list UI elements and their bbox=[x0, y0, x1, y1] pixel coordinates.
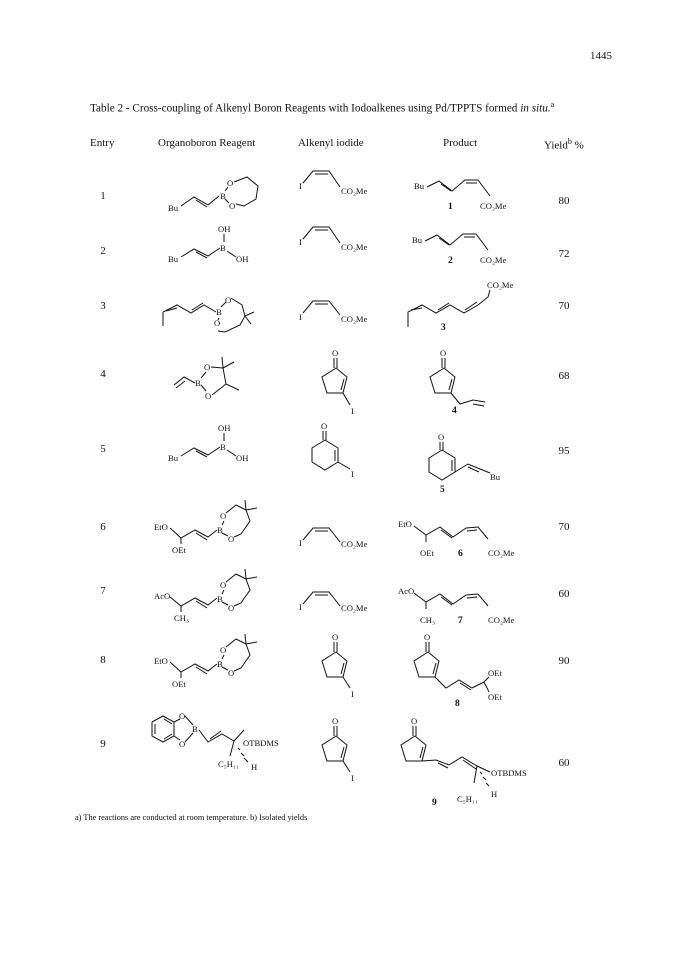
reagent-structure-4 bbox=[174, 357, 239, 401]
entry-number: 3 bbox=[100, 300, 106, 312]
iodide-structure-4 bbox=[322, 348, 354, 416]
yield-value: 70 bbox=[558, 300, 570, 312]
entry-number: 7 bbox=[100, 585, 106, 597]
header-organoboron-reagent: Organoboron Reagent bbox=[158, 137, 256, 149]
entry-number: 9 bbox=[100, 738, 106, 750]
atom-label: CO₂Me bbox=[488, 548, 515, 558]
atom-label: O bbox=[204, 362, 211, 372]
atom-label: B bbox=[220, 442, 226, 452]
page-number: 1445 bbox=[590, 50, 612, 62]
compound-number: 2 bbox=[448, 256, 453, 266]
atom-label: CO₂Me bbox=[341, 314, 368, 324]
atom-label: O bbox=[321, 421, 328, 431]
atom-label: Bu bbox=[414, 181, 425, 191]
atom-label: C₅H₁₁ bbox=[218, 759, 239, 769]
atom-label: H bbox=[251, 762, 258, 772]
header-entry: Entry bbox=[90, 137, 115, 149]
atom-label: EtO bbox=[154, 522, 168, 532]
atom-label: O bbox=[225, 295, 232, 305]
atom-label: O bbox=[220, 580, 227, 590]
product-structure-7 bbox=[398, 586, 515, 626]
caption-footnote-mark: a bbox=[550, 100, 555, 109]
compound-number: 4 bbox=[452, 406, 457, 416]
yield-value: 90 bbox=[558, 655, 570, 667]
atom-label: OH bbox=[218, 423, 231, 433]
entry-number: 4 bbox=[100, 368, 106, 380]
atom-label: OH bbox=[236, 254, 249, 264]
compound-number: 1 bbox=[448, 202, 453, 212]
atom-label: I bbox=[299, 538, 302, 548]
atom-label: O bbox=[220, 511, 227, 521]
atom-label: O bbox=[227, 178, 234, 188]
atom-label: I bbox=[351, 406, 354, 416]
atom-label: CO₂Me bbox=[341, 242, 368, 252]
compound-number: 6 bbox=[458, 549, 463, 559]
atom-label: CH₃ bbox=[174, 613, 189, 623]
atom-label: O bbox=[205, 391, 212, 401]
iodide-structure-9 bbox=[322, 716, 354, 783]
product-structure-4 bbox=[430, 348, 485, 416]
yield-value: 72 bbox=[558, 248, 570, 260]
atom-label: OEt bbox=[488, 692, 502, 702]
header-alkenyl-iodide: Alkenyl iodide bbox=[298, 137, 364, 149]
product-structure-6 bbox=[398, 519, 515, 559]
iodide-structure-8 bbox=[322, 632, 354, 699]
atom-label: O bbox=[438, 432, 445, 442]
yield-value: 70 bbox=[558, 521, 570, 533]
atom-label: I bbox=[299, 181, 302, 191]
atom-label: Bu bbox=[412, 235, 423, 245]
atom-label: I bbox=[351, 689, 354, 699]
compound-number: 5 bbox=[440, 485, 445, 495]
atom-label: O bbox=[332, 716, 339, 726]
iodide-structure-2 bbox=[299, 227, 368, 252]
compound-number: 3 bbox=[441, 323, 446, 333]
atom-label: B bbox=[217, 594, 223, 604]
atom-label: OH bbox=[236, 453, 249, 463]
reagent-structure-2 bbox=[168, 224, 248, 264]
atom-label: O bbox=[228, 668, 235, 678]
compound-number: 9 bbox=[432, 798, 437, 808]
atom-label: C₅H₁₁ bbox=[457, 794, 478, 804]
atom-label: O bbox=[179, 711, 186, 721]
yield-value: 60 bbox=[558, 588, 570, 600]
atom-label: O bbox=[424, 632, 431, 642]
atom-label: B bbox=[217, 525, 223, 535]
atom-label: CO₂Me bbox=[341, 186, 368, 196]
reagent-structure-3 bbox=[163, 295, 254, 332]
product-structure-5 bbox=[429, 432, 501, 495]
atom-label: O bbox=[440, 348, 447, 358]
atom-label: OEt bbox=[172, 679, 186, 689]
entry-number: 5 bbox=[100, 443, 106, 455]
reagent-structure-7 bbox=[154, 569, 257, 623]
atom-label: CO₂Me bbox=[480, 201, 507, 211]
atom-label: B bbox=[220, 191, 226, 201]
atom-label: I bbox=[351, 469, 354, 479]
atom-label: Bu bbox=[490, 472, 501, 482]
header-product: Product bbox=[443, 137, 478, 149]
atom-label: AcO bbox=[154, 591, 171, 601]
entry-number: 1 bbox=[100, 190, 106, 202]
iodide-structure-3 bbox=[299, 301, 368, 324]
atom-label: O bbox=[228, 603, 235, 613]
atom-label: B bbox=[216, 307, 222, 317]
atom-label: CH₃ bbox=[420, 615, 435, 625]
atom-label: OTBDMS bbox=[243, 738, 279, 748]
entry-number: 6 bbox=[100, 521, 106, 533]
atom-label: I bbox=[299, 312, 302, 322]
atom-label: CO₂Me bbox=[488, 615, 515, 625]
reagent-structure-5 bbox=[168, 423, 248, 463]
atom-label: B bbox=[195, 378, 201, 388]
entry-number: 2 bbox=[100, 245, 106, 257]
yield-value: 60 bbox=[558, 757, 570, 769]
atom-label: O bbox=[332, 348, 339, 358]
atom-label: CO₂Me bbox=[480, 255, 507, 265]
atom-label: O bbox=[214, 318, 221, 328]
reagent-structure-9 bbox=[152, 711, 279, 772]
header-yield-text: Yield bbox=[544, 139, 568, 152]
atom-label: OH bbox=[218, 224, 231, 234]
product-structure-8 bbox=[414, 632, 502, 709]
table-footnote: a) The reactions are conducted at room temperature. b) Isolated yields bbox=[75, 813, 308, 822]
atom-label: B bbox=[220, 243, 226, 253]
atom-label: I bbox=[299, 237, 302, 247]
header-yield-sup: b bbox=[567, 137, 572, 146]
reagent-structure-6 bbox=[154, 500, 257, 555]
atom-label: O bbox=[220, 645, 227, 655]
compound-number: 7 bbox=[458, 616, 463, 626]
atom-label: CO₂Me bbox=[487, 280, 514, 290]
caption-italic: in situ. bbox=[520, 102, 551, 115]
atom-label: O bbox=[228, 534, 235, 544]
atom-label: O bbox=[229, 201, 236, 211]
header-yield-unit: % bbox=[571, 139, 584, 152]
atom-label: B bbox=[217, 659, 223, 669]
atom-label: Bu bbox=[168, 203, 179, 213]
yield-value: 68 bbox=[558, 370, 570, 382]
atom-label: EtO bbox=[154, 656, 168, 666]
product-structure-2 bbox=[412, 234, 507, 266]
reagent-structure-8 bbox=[154, 634, 257, 689]
iodide-structure-6 bbox=[299, 528, 368, 549]
atom-label: Bu bbox=[168, 453, 179, 463]
iodide-structure-7 bbox=[299, 592, 368, 613]
atom-label: OTBDMS bbox=[491, 768, 527, 778]
entry-number: 8 bbox=[100, 654, 106, 666]
yield-value: 80 bbox=[558, 195, 570, 207]
product-structure-9 bbox=[401, 716, 527, 808]
atom-label: Bu bbox=[168, 254, 179, 264]
atom-label: O bbox=[179, 739, 186, 749]
atom-label: OEt bbox=[172, 545, 186, 555]
atom-label: B bbox=[192, 724, 198, 734]
atom-label: OEt bbox=[420, 548, 434, 558]
atom-label: EtO bbox=[398, 519, 412, 529]
atom-label: AcO bbox=[398, 586, 415, 596]
atom-label: OEt bbox=[488, 668, 502, 678]
reagent-structure-1 bbox=[168, 177, 258, 213]
yield-value: 95 bbox=[558, 445, 570, 457]
atom-label: O bbox=[332, 632, 339, 642]
product-structure-1 bbox=[414, 180, 507, 212]
atom-label: O bbox=[411, 716, 418, 726]
caption-text: Table 2 - Cross-coupling of Alkenyl Boron Reagents with Iodoalkenes using Pd/TPPTS formed bbox=[90, 102, 521, 115]
iodide-structure-1 bbox=[299, 171, 368, 196]
iodide-structure-5 bbox=[312, 421, 354, 479]
atom-label: CO₂Me bbox=[341, 603, 368, 613]
atom-label: CO₂Me bbox=[341, 539, 368, 549]
compound-number: 8 bbox=[455, 699, 460, 709]
atom-label: H bbox=[491, 789, 498, 799]
atom-label: I bbox=[299, 602, 302, 612]
product-structure-3 bbox=[408, 280, 514, 333]
atom-label: I bbox=[351, 773, 354, 783]
